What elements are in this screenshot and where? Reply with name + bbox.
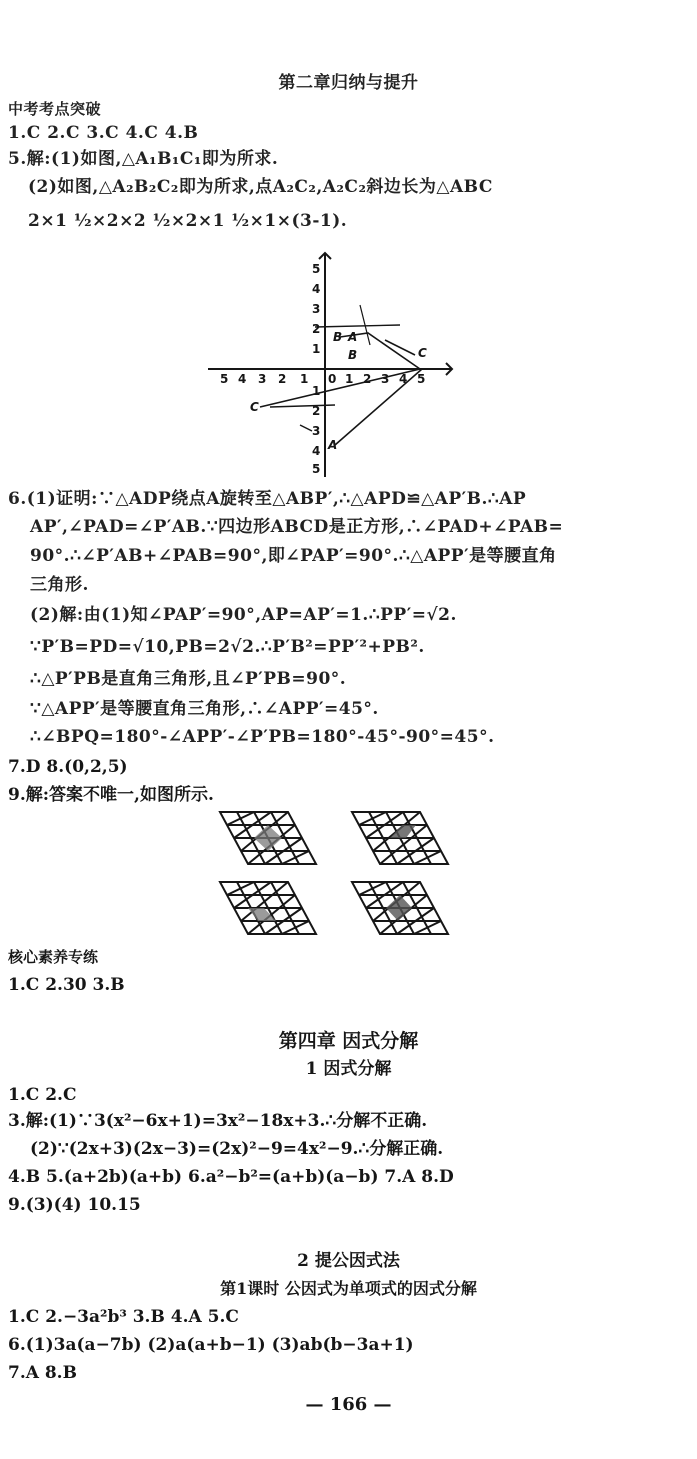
answer-line-1: 1.C 2.C 3.C 4.C 4.B <box>8 123 199 143</box>
y-tick: 4 <box>312 444 321 458</box>
triangle-grid-figure-2 <box>350 810 450 866</box>
shaded-region <box>254 825 282 851</box>
s2-line-3: 7.A 8.B <box>8 1363 77 1383</box>
x-tick: 1 <box>345 372 354 386</box>
y-tick: 3 <box>312 424 321 438</box>
s1-line-3: (2)∵(2x+3)(2x−3)=(2x)²−9=4x²−9.∴分解正确. <box>30 1139 444 1159</box>
section-1-title: 1 因式分解 <box>305 1059 392 1079</box>
s1-line-4: 4.B 5.(a+2b)(a+b) 6.a²−b²=(a+b)(a−b) 7.A 8.D <box>8 1167 454 1187</box>
answer-line-5a: 5.解:(1)如图,△A₁B₁C₁即为所求. <box>8 149 279 169</box>
point-label: C <box>250 400 259 414</box>
point-label: A <box>328 438 338 452</box>
answer-line-6h: ∵△APP′是等腰直角三角形,∴∠APP′=45°. <box>30 699 379 719</box>
page-number: — 166 — <box>305 1394 392 1415</box>
y-tick: 1 <box>312 342 321 356</box>
chapter-4-title: 第四章 因式分解 <box>278 1030 419 1052</box>
y-tick: 3 <box>312 302 321 316</box>
s2-line-2: 6.(1)3a(a−7b) (2)a(a+b−1) (3)ab(b−3a+1) <box>8 1335 414 1355</box>
y-tick: 1 <box>312 384 321 398</box>
core-section-heading: 核心素养专练 <box>8 948 99 966</box>
x-tick: 3 <box>381 372 390 386</box>
y-tick: 2 <box>312 404 321 418</box>
triangle-grid-figure-4 <box>350 880 450 936</box>
core-answers: 1.C 2.30 3.B <box>8 975 125 995</box>
s2-line-1: 1.C 2.−3a²b³ 3.B 4.A 5.C <box>8 1307 239 1327</box>
x-tick: 5 <box>417 372 426 386</box>
answer-line-6e: (2)解:由(1)知∠PAP′=90°,AP=AP′=1.∴PP′=√2. <box>30 605 457 625</box>
answer-line-6i: ∴∠BPQ=180°-∠APP′-∠P′PB=180°-45°-90°=45°. <box>30 727 495 747</box>
x-tick: 4 <box>399 372 408 386</box>
shaded-region <box>386 895 412 921</box>
point-label: C <box>418 346 427 360</box>
x-tick: 3 <box>258 372 267 386</box>
answer-line-6c: 90°.∴∠P′AB+∠PAB=90°,即∠PAP′=90°.∴△APP′是等腰直角 <box>30 546 557 566</box>
coordinate-graph <box>200 245 460 480</box>
x-tick: 0 <box>328 372 337 386</box>
exam-section-heading: 中考考点突破 <box>8 100 102 118</box>
x-tick: 2 <box>278 372 287 386</box>
answer-line-6g: ∴△P′PB是直角三角形,且∠P′PB=90°. <box>30 669 347 689</box>
triangle-grid-figure-3 <box>218 880 318 936</box>
y-tick: 5 <box>312 262 321 276</box>
answer-line-6b: AP′,∠PAD=∠P′AB.∵四边形ABCD是正方形,∴∠PAD+∠PAB= <box>30 517 564 537</box>
answer-line-6a: 6.(1)证明:∵△ADP绕点A旋转至△ABP′,∴△APD≌△AP′B.∴AP <box>8 489 527 509</box>
s1-line-1: 1.C 2.C <box>8 1085 77 1105</box>
x-tick: 5 <box>220 372 229 386</box>
y-tick: 4 <box>312 282 321 296</box>
x-tick: 2 <box>363 372 372 386</box>
y-tick: 2 <box>312 322 321 336</box>
s1-line-2: 3.解:(1)∵3(x²−6x+1)=3x²−18x+3.∴分解不正确. <box>8 1111 428 1131</box>
x-tick: 1 <box>300 372 309 386</box>
answer-line-7: 7.D 8.(0,2,5) <box>8 757 128 777</box>
answer-line-6d: 三角形. <box>30 575 89 595</box>
point-label: A <box>348 330 358 344</box>
section-2-title: 2 提公因式法 <box>297 1251 400 1271</box>
answer-line-5b: (2)如图,△A₂B₂C₂即为所求,点A₂C₂,A₂C₂斜边长为△ABC <box>28 177 493 197</box>
triangle-grid-figure-1 <box>218 810 318 866</box>
y-tick: 5 <box>312 462 321 476</box>
point-label: B <box>333 330 343 344</box>
point-label: B <box>348 348 358 362</box>
lesson-1-title: 第1课时 公因式为单项式的因式分解 <box>220 1279 477 1298</box>
answer-line-9: 9.解:答案不唯一,如图所示. <box>8 785 214 805</box>
chapter-review-title: 第二章归纳与提升 <box>278 73 419 93</box>
x-tick: 4 <box>238 372 247 386</box>
answer-line-5c: 2×1 ½×2×2 ½×2×1 ½×1×(3-1). <box>28 211 348 231</box>
answer-line-6f: ∵P′B=PD=√10,PB=2√2.∴P′B²=PP′²+PB². <box>30 637 425 657</box>
s1-line-5: 9.(3)(4) 10.15 <box>8 1195 141 1215</box>
